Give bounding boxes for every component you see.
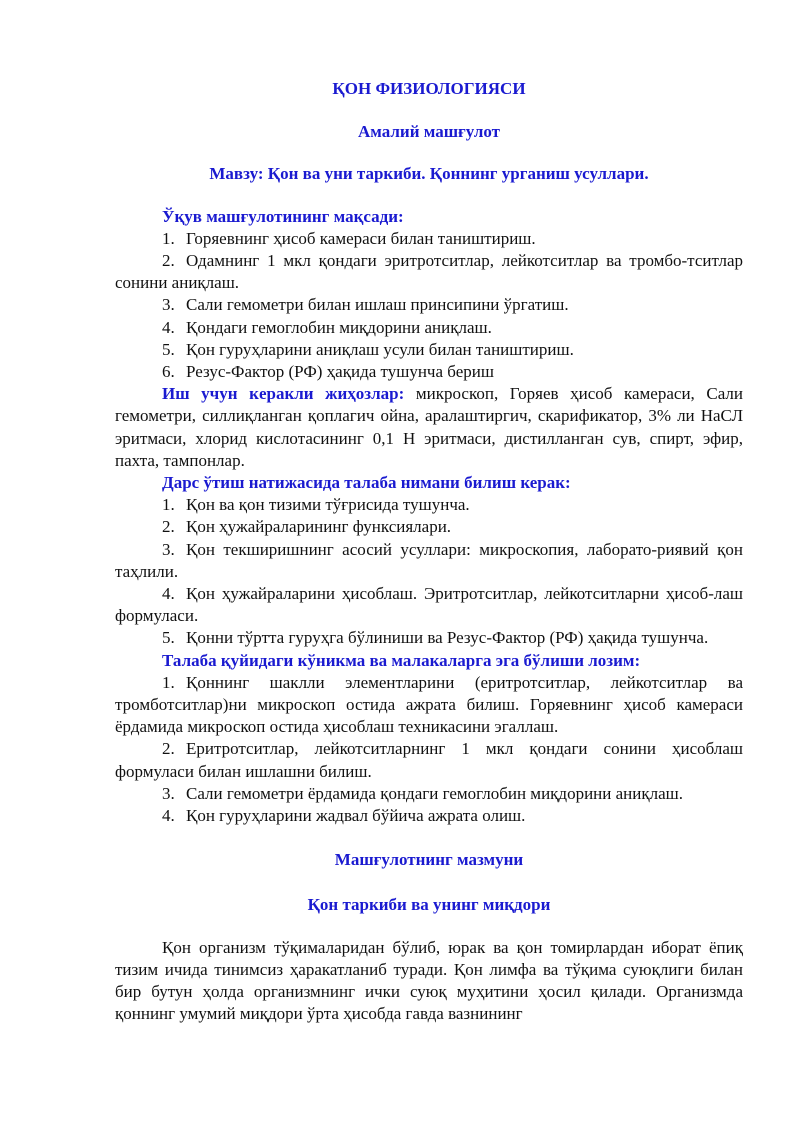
item-text: Резус-Фактор (РФ) ҳақида тушунча бериш [186, 362, 494, 382]
list-item [115, 339, 743, 361]
list-item [115, 494, 743, 516]
item-text: Қон ва қон тизими тўғрисида тушунча. [186, 495, 470, 515]
item-text: Қон текширишнинг асосий усуллари: микроскопия, лаборато-риявий қон таҳлили. [115, 539, 743, 581]
list-item [115, 516, 743, 538]
document-subtitle: Амалий машғулот [357, 122, 501, 142]
item-number: 4. [162, 317, 175, 337]
item-text: Одамнинг 1 мкл қондаги эритротситлар, лейкотситлар ва тромбо-тситлар сонини аниқлаш. [115, 251, 743, 293]
list-item [115, 672, 743, 739]
item-number: 2. [162, 251, 175, 271]
content-heading: Машғулотнинг мазмуни [334, 850, 524, 870]
document-content [115, 64, 743, 1026]
skills-heading: Талаба қуйидаги кўникма ва малакаларга эга бўлиши лозим: [162, 650, 641, 670]
list-item [115, 583, 743, 627]
list-item [115, 539, 743, 583]
item-text: Қон гуруҳларини аниқлаш усули билан таништириш. [186, 339, 574, 359]
item-number: 6. [162, 362, 175, 382]
equipment-paragraph [115, 383, 743, 472]
item-number: 2. [162, 739, 175, 759]
section-heading: Қон таркиби ва унинг миқдори [307, 894, 551, 914]
document-title: ҚОН ФИЗИОЛОГИЯСИ [332, 79, 526, 98]
item-number: 5. [162, 339, 175, 359]
goals-list [115, 228, 743, 383]
list-item [115, 627, 743, 649]
list-item [115, 805, 743, 827]
item-number: 2. [162, 517, 175, 537]
item-number: 4. [162, 584, 175, 604]
equipment-text: микроскоп, Горяев ҳисоб камераси, Сали гемометри, силлиқланган қоплагич ойна, аралаштиргич, скарификатор, 3% ли НаСЛ эритмаси, хлорид кислотасининг 0,1 Н эритмаси, дистилланган сув, спирт, эфир, пахта, тампонлар. [115, 384, 743, 470]
list-item [115, 361, 743, 383]
item-number: 1. [162, 228, 175, 248]
body-paragraph: Қон организм тўқималаридан бўлиб, юрак ва қон томирлардан иборат ёпиқ тизим ичида тинимсиз ҳаракатланиб туради. Қон лимфа ва тўқима суюқлиги билан бир бутун ҳолда организмнинг ички суюқ муҳитини ҳосил қилади. Организмда қоннинг умумий миқдори ўрта ҳисобда гавда вазнининг [115, 937, 743, 1024]
item-number: 4. [162, 806, 175, 826]
item-number: 1. [162, 495, 175, 515]
list-item [115, 783, 743, 805]
item-text: Қондаги гемоглобин миқдорини аниқлаш. [186, 317, 492, 337]
item-number: 5. [162, 628, 175, 648]
item-text: Қон гуруҳларини жадвал бўйича ажрата олиш. [186, 806, 526, 826]
knowledge-list [115, 494, 743, 649]
item-number: 3. [162, 783, 175, 803]
equipment-heading: Иш учун кeракли жиҳозлар: [162, 384, 405, 404]
item-number: 3. [162, 539, 175, 559]
item-text: Қон ҳужайраларини ҳисоблаш. Эритротситлар, лейкотситларни ҳисоб-лаш формуласи. [115, 584, 743, 626]
item-number: 3. [162, 295, 175, 315]
item-number: 1. [162, 672, 175, 692]
item-text: Еритротситлар, лейкотситларнинг 1 мкл қондаги сонини ҳисоблаш формуласи билан ишлашни билиш. [115, 739, 743, 781]
list-item [115, 228, 743, 250]
item-text: Сали гемометри ёрдамида қондаги гемоглобин миқдорини аниқлаш. [186, 783, 683, 803]
item-text: Горяевнинг ҳисоб камераси билан таништириш. [186, 228, 536, 248]
item-text: Қоннинг шаклли элементларини (еритротситлар, лейкотситлар ва тромботситлар)ни микроскоп остида ажрата билиш. Горяевнинг ҳисоб камераси ёрдамида микроскоп остида ҳисоблаш техникасини эгаллаш. [115, 672, 743, 737]
list-item [115, 294, 743, 316]
list-item [115, 738, 743, 782]
item-text: Сали гемометри билан ишлаш принсипини ўргатиш. [186, 295, 569, 315]
skills-list [115, 672, 743, 827]
goals-heading: Ўқув машғулотининг мақсади: [162, 206, 404, 226]
item-text: Қонни тўртта гуруҳга бўлиниши ва Резус-Фактор (РФ) ҳақида тушунча. [186, 628, 709, 648]
topic-heading: Мавзу: Қон ва уни таркиби. Қоннинг урганиш усуллари. [209, 164, 649, 184]
item-text: Қон ҳужайраларининг функсиялари. [186, 517, 452, 537]
list-item [115, 250, 743, 294]
knowledge-heading: Дарс ўтиш натижасида талаба нимани билиш керак: [162, 473, 571, 493]
list-item [115, 317, 743, 339]
